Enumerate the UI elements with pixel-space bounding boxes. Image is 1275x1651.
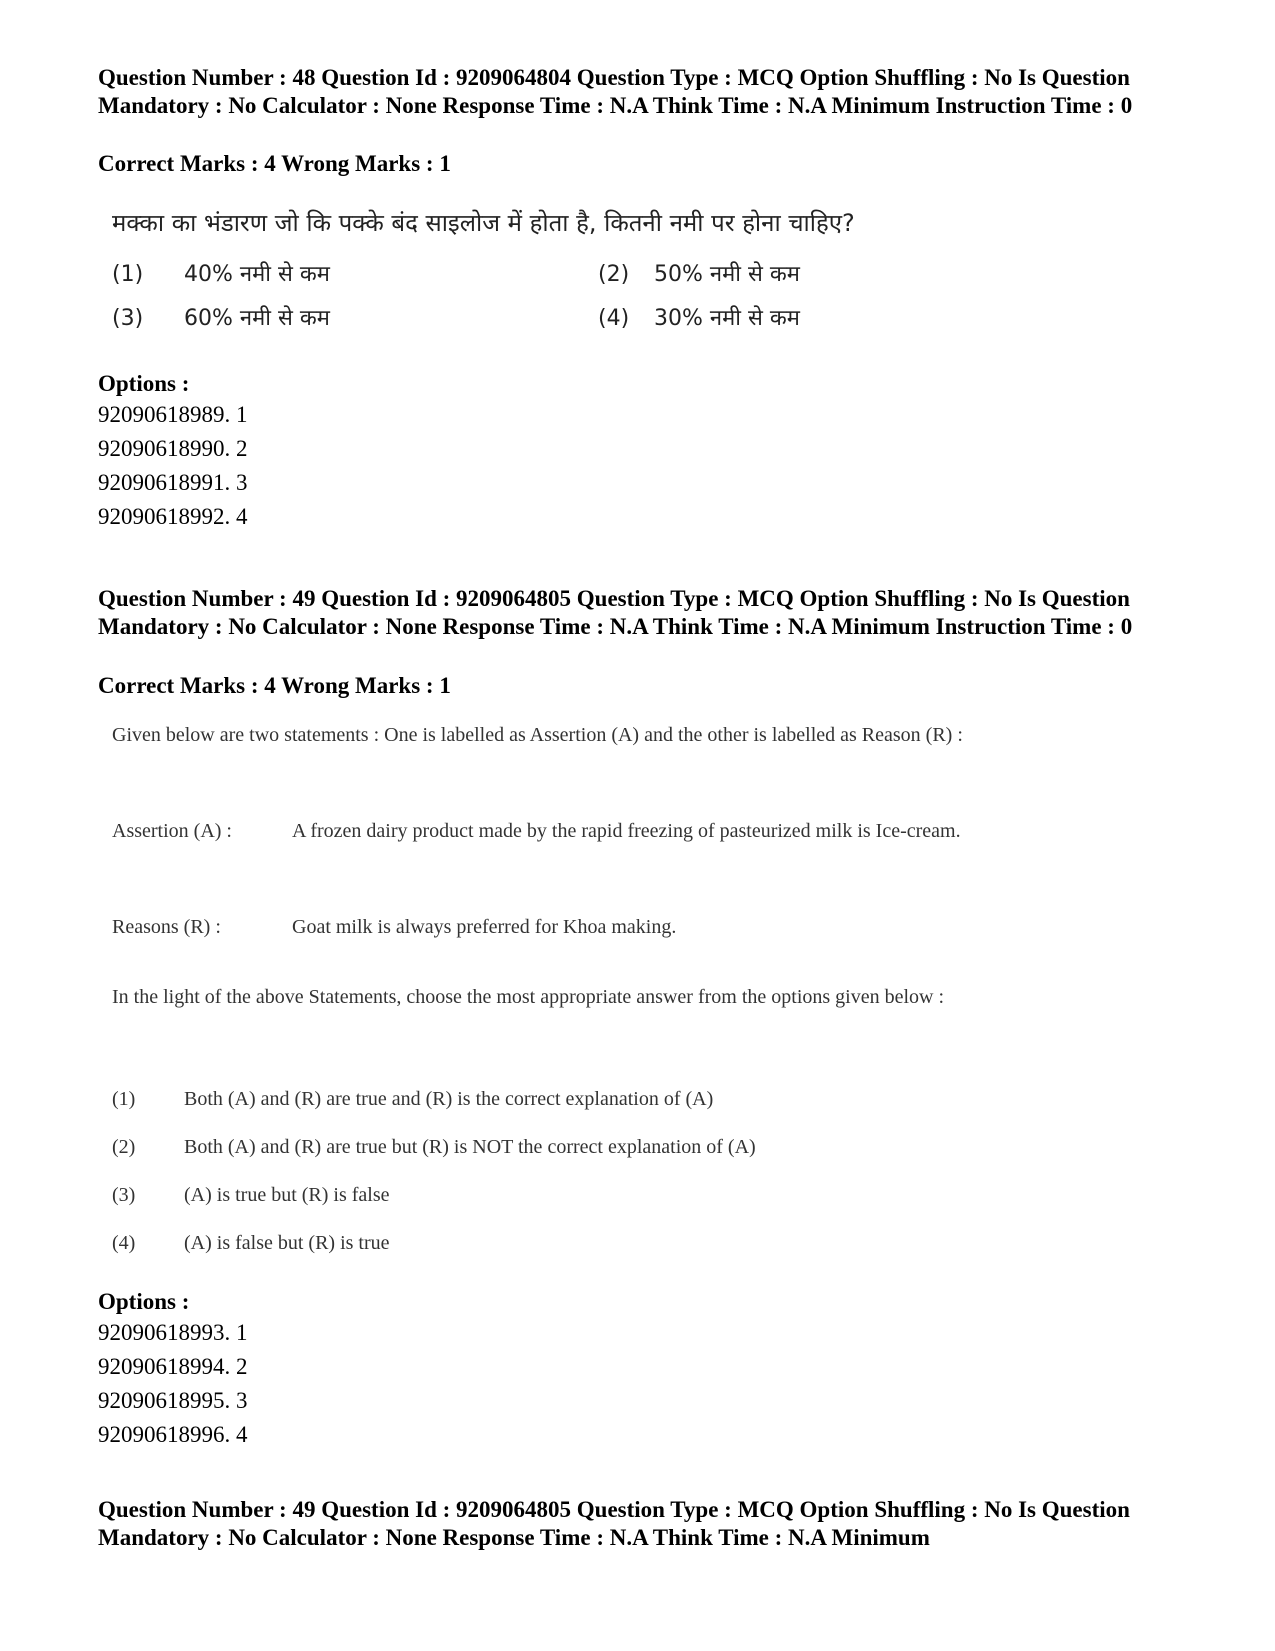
q49-reason-text: Goat milk is always preferred for Khoa making. <box>292 916 677 938</box>
q48-question-text: मक्का का भंडारण जो कि पक्के बंद साइलोज में होता है, कितनी नमी पर होना चाहिए? <box>112 209 855 237</box>
q49-reason-label: Reasons (R) : <box>112 916 221 938</box>
q49-option-3: 92090618995. 3 <box>98 1388 248 1413</box>
q48-choice-1-number: (1) <box>112 262 144 287</box>
q49-choice-1 <box>112 1088 713 1111</box>
q49-conclusion: In the light of the above Statements, choose the most appropriate answer from the options given below : <box>112 986 945 1008</box>
q49-repeat-meta: Question Number : 49 Question Id : 9209064805 Question Type : MCQ Option Shuffling : No Is Question Mandatory : No Calculator : None Response Time : N.A Think Time : N.A Minimum <box>98 1497 1130 1550</box>
q49-options-list <box>98 1316 248 1452</box>
q48-choice-2 <box>598 258 800 288</box>
q48-choice-4-number: (4) <box>598 306 630 331</box>
q48-choice-3 <box>112 302 330 332</box>
q48-marks: Correct Marks : 4 Wrong Marks : 1 <box>98 151 451 176</box>
q48-options-list <box>98 398 248 534</box>
q49-choice-2-text: Both (A) and (R) are true but (R) is NOT the correct explanation of (A) <box>184 1136 756 1158</box>
q49-options-title: Options : <box>98 1289 190 1314</box>
q48-meta: Question Number : 48 Question Id : 9209064804 Question Type : MCQ Option Shuffling : No Is Question Mandatory : No Calculator : None Response Time : N.A Think Time : N.A Minimum Instruction Time : 0 <box>98 65 1133 118</box>
q48-choice-4-text: 30% नमी से कम <box>654 306 800 331</box>
q49-choice-4-number: (4) <box>112 1232 136 1254</box>
q49-choice-3-number: (3) <box>112 1184 136 1206</box>
q49-assertion-text: A frozen dairy product made by the rapid freezing of pasteurized milk is Ice-cream. <box>292 820 961 842</box>
q49-choice-3 <box>112 1184 390 1207</box>
q48-choice-3-text: 60% नमी से कम <box>184 306 330 331</box>
q49-choice-4 <box>112 1232 390 1255</box>
q49-meta: Question Number : 49 Question Id : 9209064805 Question Type : MCQ Option Shuffling : No Is Question Mandatory : No Calculator : None Response Time : N.A Think Time : N.A Minimum Instruction Time : 0 <box>98 586 1133 639</box>
q49-choice-1-text: Both (A) and (R) are true and (R) is the correct explanation of (A) <box>184 1088 714 1110</box>
q49-choice-2 <box>112 1136 756 1159</box>
q48-choice-4 <box>598 302 800 332</box>
q48-option-3: 92090618991. 3 <box>98 470 248 495</box>
q49-intro: Given below are two statements : One is labelled as Assertion (A) and the other is labelled as Reason (R) : <box>112 724 963 746</box>
q48-choice-1-text: 40% नमी से कम <box>184 262 330 287</box>
q49-option-4: 92090618996. 4 <box>98 1422 248 1447</box>
q48-option-1: 92090618989. 1 <box>98 402 248 427</box>
q49-choice-2-number: (2) <box>112 1136 136 1158</box>
q48-choice-1 <box>112 258 330 288</box>
q48-option-4: 92090618992. 4 <box>98 504 248 529</box>
q49-choice-3-text: (A) is true but (R) is false <box>184 1184 390 1206</box>
q49-marks: Correct Marks : 4 Wrong Marks : 1 <box>98 673 451 698</box>
q49-option-1: 92090618993. 1 <box>98 1320 248 1345</box>
q49-option-2: 92090618994. 2 <box>98 1354 248 1379</box>
q48-option-2: 92090618990. 2 <box>98 436 248 461</box>
q49-assertion-label: Assertion (A) : <box>112 820 232 842</box>
q48-options-title: Options : <box>98 371 190 396</box>
q48-choice-2-text: 50% नमी से कम <box>654 262 800 287</box>
q49-choice-1-number: (1) <box>112 1088 136 1110</box>
q48-choice-2-number: (2) <box>598 262 630 287</box>
q48-choice-3-number: (3) <box>112 306 144 331</box>
q49-choice-4-text: (A) is false but (R) is true <box>184 1232 390 1254</box>
